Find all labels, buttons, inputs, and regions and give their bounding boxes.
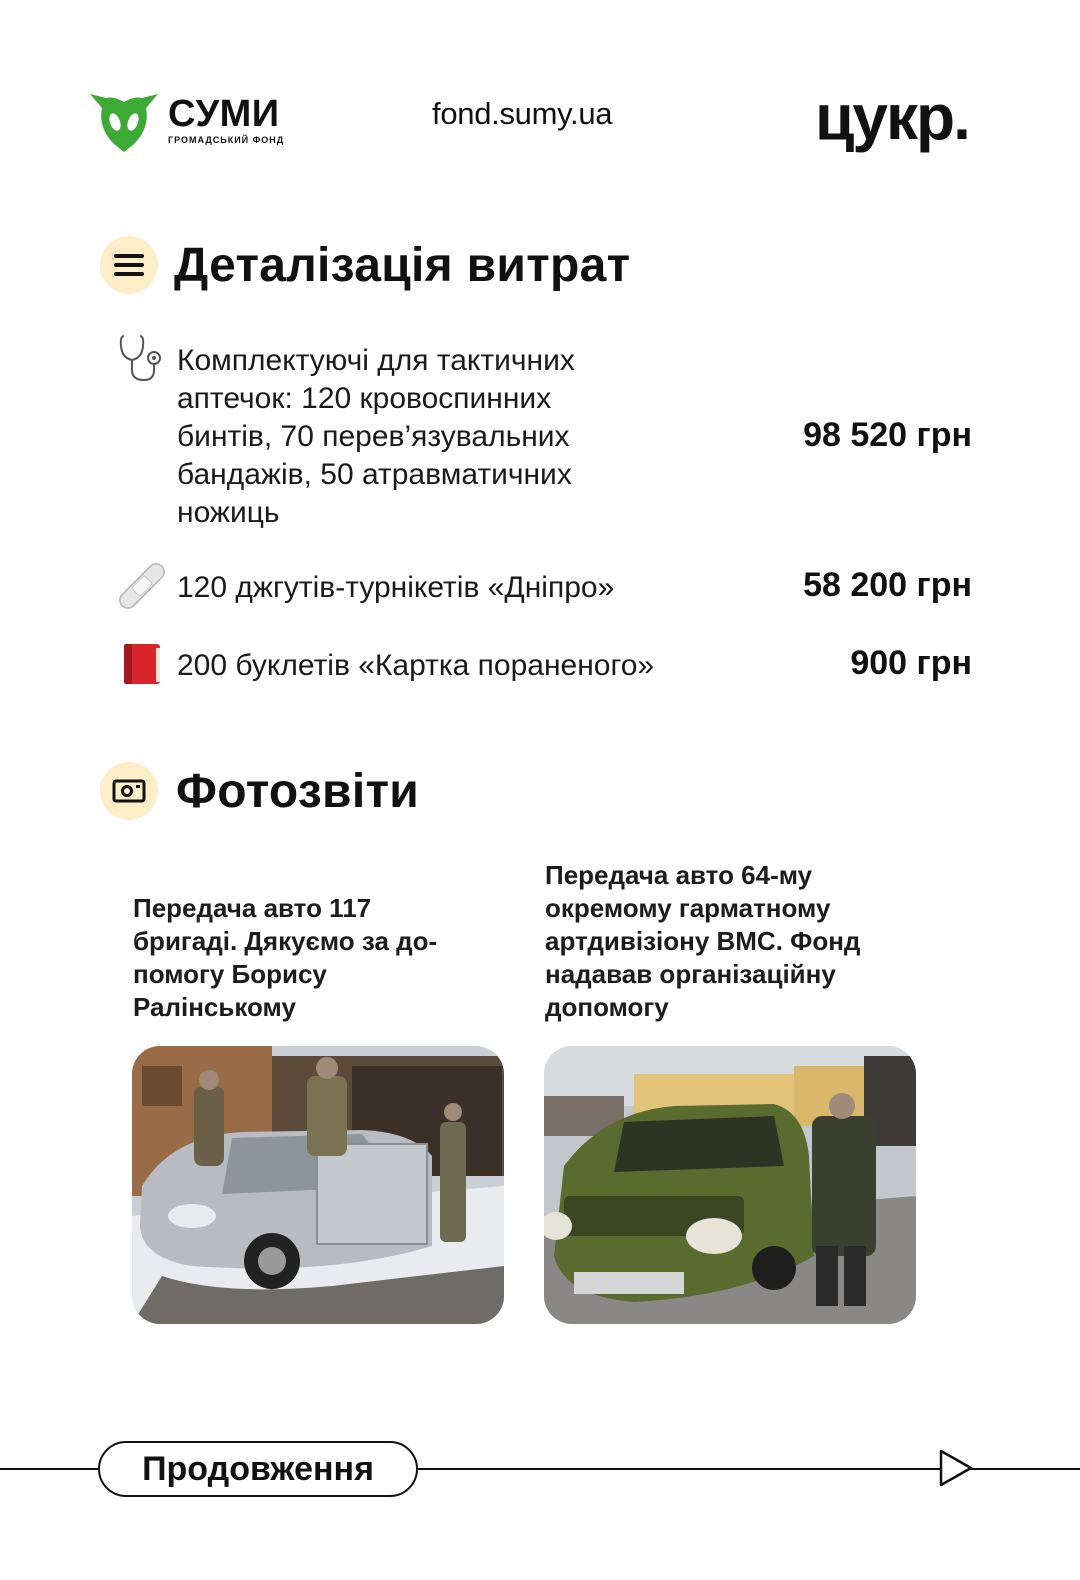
stethoscope-icon (118, 332, 166, 380)
photo-1-caption-line: бригаді. Дякуємо за до- (133, 926, 438, 956)
expense-item-1-amount: 98 520 грн (803, 416, 972, 454)
expense-item-2-amount: 58 200 грн (803, 566, 972, 604)
green-suv-photo[interactable] (544, 1046, 916, 1324)
expense-item-1 (177, 342, 737, 532)
book-icon (120, 640, 168, 688)
bandage-icon (118, 562, 166, 610)
photos-title: Фотозвіти (176, 765, 420, 818)
arrow-right-icon[interactable] (938, 1448, 974, 1493)
fund-logo (88, 88, 284, 152)
photo-1-caption-line: Ралінському (133, 992, 296, 1022)
photo-2-caption-line: допомогу (545, 992, 669, 1022)
photo-2-caption-line: надавав організаційну (545, 959, 836, 989)
expenses-title: Деталізація витрат (174, 239, 631, 292)
photo-1-caption-line: Передача авто 117 (133, 893, 372, 923)
photo-1-caption-line: помогу Борису (133, 959, 327, 989)
expense-item-2-text: 120 джгутів-турнікетів «Дніпро» (177, 571, 615, 604)
expense-item-1-line: аптечок: 120 кровоспинних (177, 382, 552, 415)
fund-logo-icon (88, 88, 160, 152)
photo-2-caption-line: артдивізіону ВМС. Фонд (545, 926, 861, 956)
silver-suv-photo[interactable] (132, 1046, 504, 1324)
expense-item-1-line: бинтів, 70 перев’язувальних (177, 420, 570, 453)
photo-2-caption-line: окремому гарматному (545, 893, 831, 923)
photo-icon (100, 762, 158, 820)
expense-item-1-line: ножиць (177, 496, 280, 529)
partner-logo: цукр. (815, 81, 969, 153)
continue-button[interactable]: Продовження (98, 1441, 418, 1497)
menu-icon (100, 236, 158, 294)
website-link[interactable]: fond.sumy.ua (432, 96, 613, 131)
expense-item-3-amount: 900 грн (850, 644, 972, 682)
logo-subtitle: ГРОМАДСЬКИЙ ФОНД (168, 135, 285, 145)
logo-title: СУМИ (168, 93, 280, 135)
photo-2-caption-line: Передача авто 64-му (545, 860, 813, 890)
expense-item-1-line: Комплектуючі для тактичних (177, 344, 575, 377)
photo-2-caption (545, 859, 925, 1024)
expense-item-3-text: 200 буклетів «Картка пораненого» (177, 649, 655, 682)
photo-1-caption (133, 892, 503, 1024)
expense-item-1-line: бандажів, 50 атравматичних (177, 458, 572, 491)
